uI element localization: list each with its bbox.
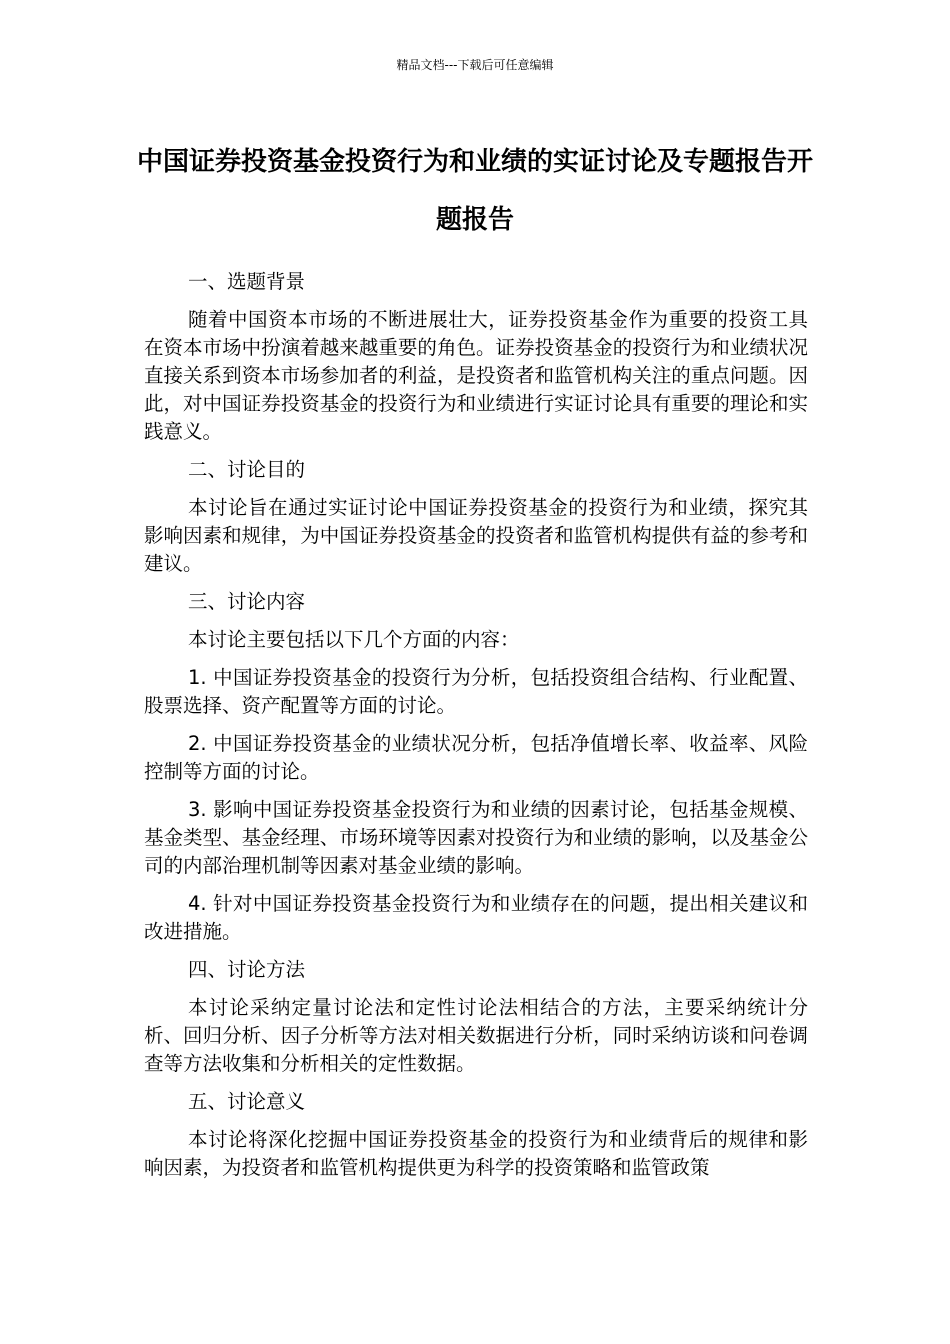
header-note: 精品文档---下载后可任意编辑 (396, 58, 554, 72)
section-heading-significance: 五、讨论意义 (188, 1090, 306, 1113)
paragraph-significance: 本讨论将深化挖掘中国证券投资基金的投资行为和业绩背后的规律和影响因素，为投资者和监管机构提供更为科学的投资策略和监管政策 (144, 1128, 808, 1179)
paragraph-content-intro: 本讨论主要包括以下几个方面的内容： (188, 628, 520, 651)
paragraph-purpose: 本讨论旨在通过实证讨论中国证券投资基金的投资行为和业绩，探究其影响因素和规律，为中国证券投资基金的投资者和监管机构提供有益的参考和建议。 (144, 496, 808, 575)
document-title: 中国证券投资基金投资行为和业绩的实证讨论及专题报告开题报告 (136, 147, 813, 235)
section-heading-method: 四、讨论方法 (188, 958, 306, 981)
section-heading-content: 三、讨论内容 (188, 590, 306, 613)
paragraph-method: 本讨论采纳定量讨论法和定性讨论法相结合的方法，主要采纳统计分析、回归分析、因子分析等方法对相关数据进行分析，同时采纳访谈和问卷调查等方法收集和分析相关的定性数据。 (144, 996, 808, 1075)
list-item-1: 1. 中国证券投资基金的投资行为分析，包括投资组合结构、行业配置、股票选择、资产配置等方面的讨论。 (144, 666, 808, 717)
list-item-4: 4. 针对中国证券投资基金投资行为和业绩存在的问题，提出相关建议和改进措施。 (144, 892, 808, 943)
document-body (144, 268, 808, 1192)
list-item-3: 3. 影响中国证券投资基金投资行为和业绩的因素讨论，包括基金规模、基金类型、基金经理、市场环境等因素对投资行为和业绩的影响，以及基金公司的内部治理机制等因素对基金业绩的影响。 (144, 798, 808, 877)
section-heading-background: 一、选题背景 (188, 270, 306, 293)
list-item-2: 2. 中国证券投资基金的业绩状况分析，包括净值增长率、收益率、风险控制等方面的讨论。 (144, 732, 808, 783)
paragraph-background: 随着中国资本市场的不断进展壮大，证券投资基金作为重要的投资工具在资本市场中扮演着越来越重要的角色。证券投资基金的投资行为和业绩状况直接关系到资本市场参加者的利益，是投资者和监管机构关注的重点问题。因此，对中国证券投资基金的投资行为和业绩进行实证讨论具有重要的理论和实践意义。 (144, 308, 808, 443)
section-heading-purpose: 二、讨论目的 (188, 458, 306, 481)
